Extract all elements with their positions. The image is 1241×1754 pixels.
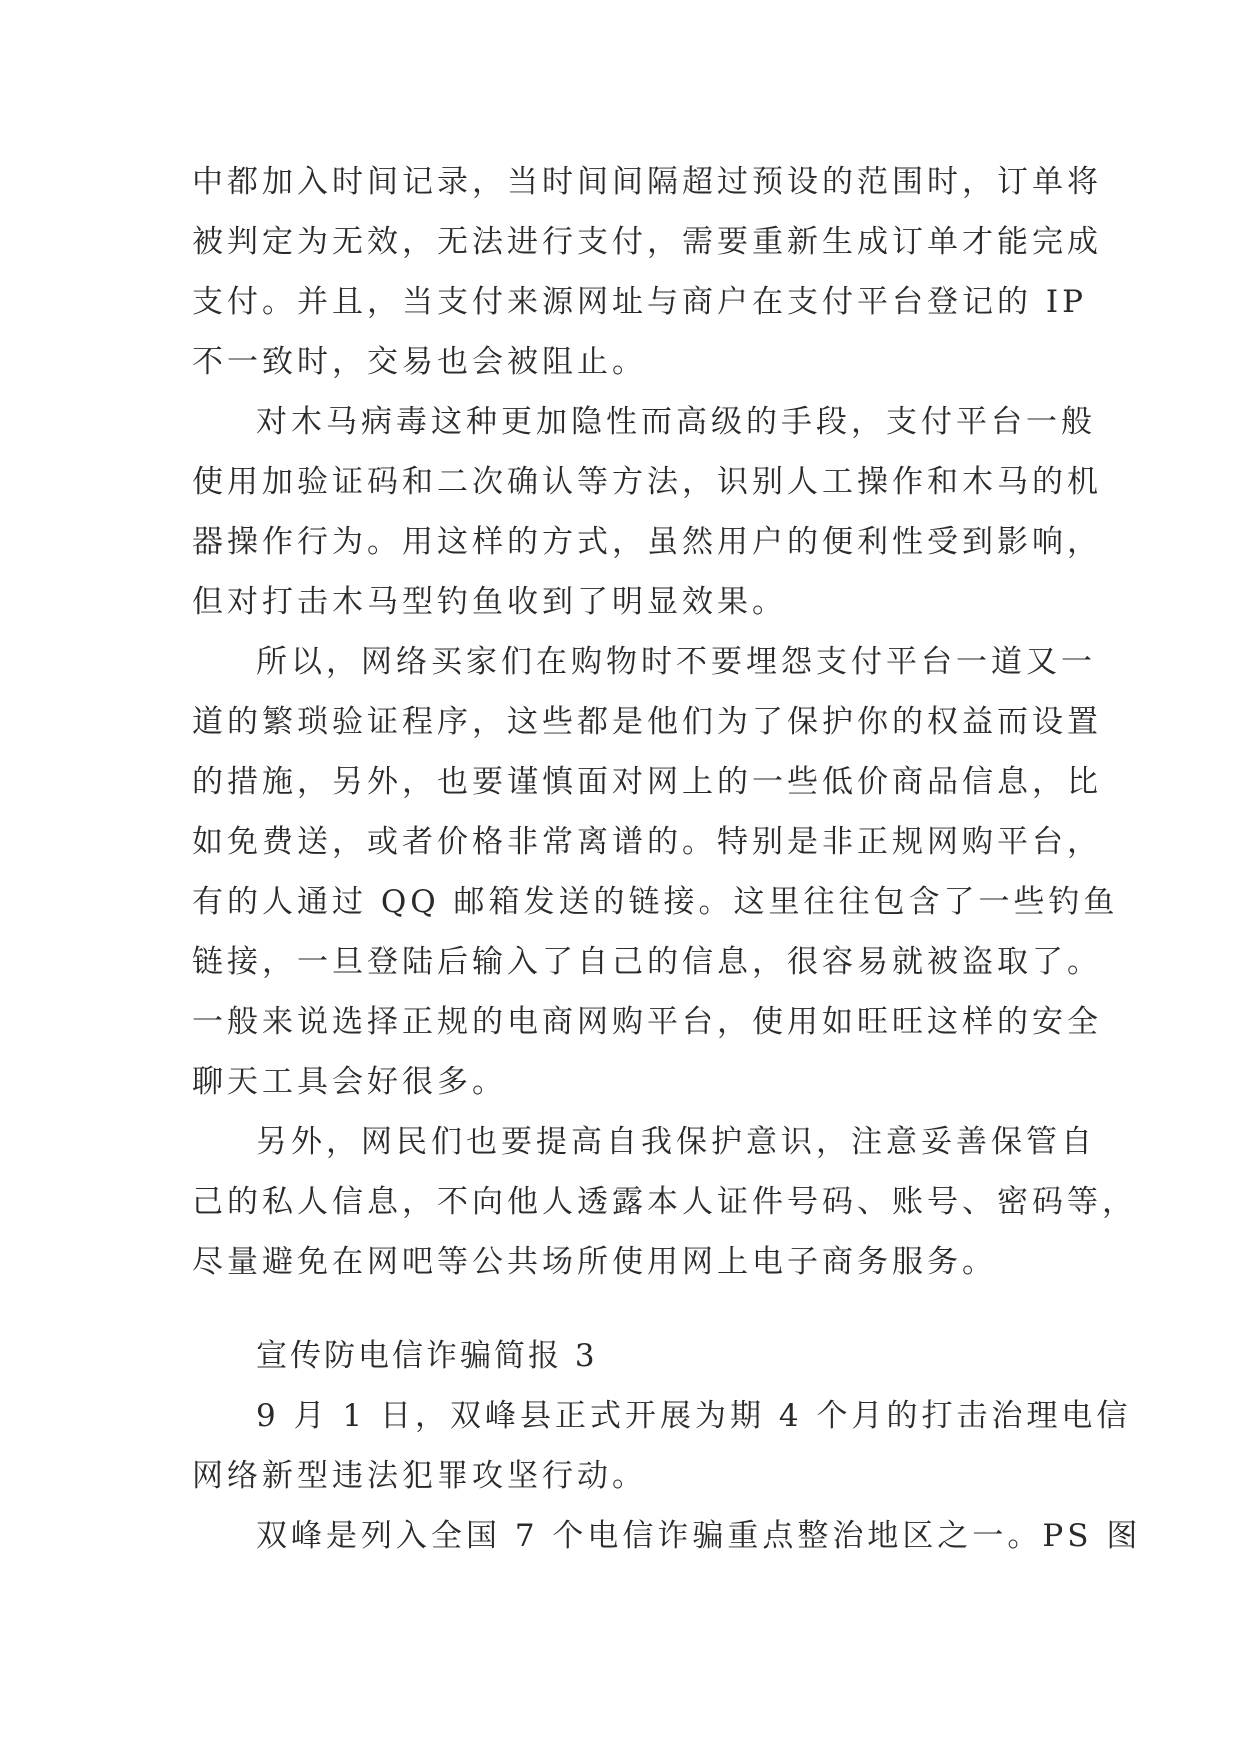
paragraph-line: 双峰是列入全国 7 个电信诈骗重点整治地区之一。PS 图: [256, 1518, 1142, 1554]
paragraph-line: 对木马病毒这种更加隐性而高级的手段，支付平台一般: [256, 404, 1096, 440]
paragraph-line: 支付。并且，当支付来源网址与商户在支付平台登记的 IP: [192, 284, 1087, 320]
paragraph-line: 如免费送，或者价格非常离谱的。特别是非正规网购平台，: [192, 824, 1102, 860]
paragraph-line: 网络新型违法犯罪攻坚行动。: [192, 1458, 647, 1494]
paragraph-line: 的措施，另外，也要谨慎面对网上的一些低价商品信息，比: [192, 764, 1102, 800]
paragraph-line: 己的私人信息，不向他人透露本人证件号码、账号、密码等，: [192, 1184, 1137, 1220]
paragraph-line: 另外，网民们也要提高自我保护意识，注意妥善保管自: [256, 1124, 1096, 1160]
paragraph-line: 中都加入时间记录，当时间间隔超过预设的范围时，订单将: [192, 164, 1102, 200]
paragraph-line: 9 月 1 日，双峰县正式开展为期 4 个月的打击治理电信: [256, 1398, 1132, 1434]
paragraph-line: 器操作行为。用这样的方式，虽然用户的便利性受到影响，: [192, 524, 1102, 560]
paragraph-line: 被判定为无效，无法进行支付，需要重新生成订单才能完成: [192, 224, 1102, 260]
paragraph-line: 聊天工具会好很多。: [192, 1064, 507, 1100]
paragraph-line: 链接，一旦登陆后输入了自己的信息，很容易就被盗取了。: [192, 944, 1102, 980]
paragraph-line: 有的人通过 QQ 邮箱发送的链接。这里往往包含了一些钓鱼: [192, 884, 1119, 920]
section-title: 宣传防电信诈骗简报 3: [256, 1338, 598, 1374]
paragraph-line: 使用加验证码和二次确认等方法，识别人工操作和木马的机: [192, 464, 1102, 500]
paragraph-line: 但对打击木马型钓鱼收到了明显效果。: [192, 584, 787, 620]
paragraph-line: 不一致时，交易也会被阻止。: [192, 344, 647, 380]
paragraph-line: 一般来说选择正规的电商网购平台，使用如旺旺这样的安全: [192, 1004, 1102, 1040]
paragraph-line: 所以，网络买家们在购物时不要埋怨支付平台一道又一: [256, 644, 1096, 680]
paragraph-line: 尽量避免在网吧等公共场所使用网上电子商务服务。: [192, 1244, 997, 1280]
paragraph-line: 道的繁琐验证程序，这些都是他们为了保护你的权益而设置: [192, 704, 1102, 740]
